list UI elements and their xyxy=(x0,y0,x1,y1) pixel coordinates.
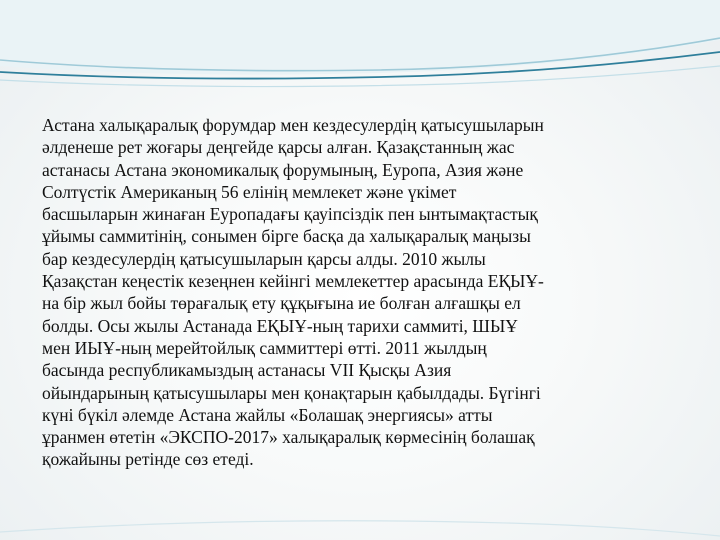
text-line: Қазақстан кеңестік кезеңнен кейінгі мемлекеттер арасында ЕҚЫҰ- xyxy=(42,271,544,292)
text-line: болды. Осы жылы Астанада ЕҚЫҰ-ның тарихи саммиті, ШЫҰ xyxy=(42,315,518,336)
text-line: басшыларын жинаған Еуропадағы қауіпсіздік пен ынтымақтастық xyxy=(42,204,538,225)
top-wave-decoration xyxy=(0,0,720,110)
text-line: астанасы Астана экономикалық форумының, Еуропа, Азия және xyxy=(42,159,524,180)
text-line: бар кездесулердің қатысушыларын қарсы алды. 2010 жылы xyxy=(42,248,486,269)
text-line: ойындарының қатысушылары мен қонақтарын қабылдады. Бүгінгі xyxy=(42,382,541,403)
text-line: басында республикамыздың астанасы VII Қысқы Азия xyxy=(42,360,452,381)
text-line: Солтүстік Американың 56 елінің мемлекет және үкімет xyxy=(42,181,457,202)
text-line: на бір жыл бойы төрағалық ету құқығына ие болған алғашқы ел xyxy=(42,293,521,314)
text-line: Астана халықаралық форумдар мен кездесулердің қатысушыларын xyxy=(42,115,544,135)
text-line: мен ИЫҰ-ның мерейтойлық саммиттері өтті. 2011 жылдың xyxy=(42,337,487,358)
bottom-wave-decoration xyxy=(0,480,720,540)
text-line: күні бүкіл әлемде Астана жайлы «Болашақ энергиясы» атты xyxy=(42,404,493,425)
text-line: ұранмен өтетін «ЭКСПО-2017» халықаралық көрмесінің болашақ xyxy=(42,427,535,448)
text-line: әлденеше рет жоғары деңгейде қарсы алған. Қазақстанның жас xyxy=(42,137,515,158)
text-line: ұйымы саммитінің, сонымен бірге басқа да халықаралық маңызы xyxy=(42,226,531,247)
bottom-wave-line xyxy=(0,521,720,536)
slide-body-text xyxy=(42,114,692,471)
text-line: қожайыны ретінде сөз етеді. xyxy=(42,449,254,470)
